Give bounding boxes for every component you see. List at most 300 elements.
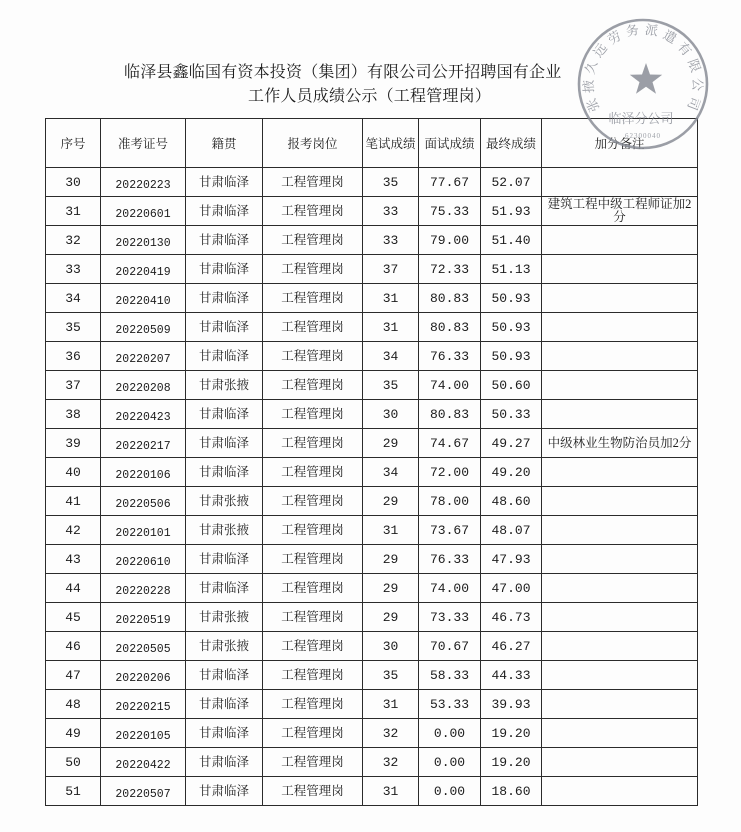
exam-id-cell-text: 20220208 <box>115 381 171 395</box>
bonus-remark-cell <box>542 371 698 400</box>
position-cell <box>263 313 363 342</box>
interview-score-cell-text: 74.00 <box>429 377 469 393</box>
written-score-cell-text: 33 <box>382 203 399 219</box>
table-header <box>46 119 698 168</box>
position-cell-text: 工程管理岗 <box>281 348 344 363</box>
exam-id-cell-text: 20220228 <box>115 584 171 598</box>
exam-id-cell <box>101 255 186 284</box>
final-score-cell <box>481 487 542 516</box>
origin-cell-text: 甘肃临泽 <box>198 696 249 711</box>
interview-score-cell <box>419 516 481 545</box>
exam-id-cell-text: 20220610 <box>115 555 171 569</box>
exam-id-cell-text: 20220223 <box>115 178 171 192</box>
exam-id-cell-text: 20220419 <box>115 265 171 279</box>
origin-cell <box>186 487 263 516</box>
position-cell <box>263 516 363 545</box>
final-score-cell-text: 46.73 <box>491 609 531 625</box>
origin-cell <box>186 661 263 690</box>
seq-cell-text: 36 <box>65 348 81 364</box>
written-score-cell-text: 29 <box>382 609 399 625</box>
interview-score-cell-text: 80.83 <box>429 319 469 335</box>
exam-id-cell-text: 20220130 <box>115 236 171 250</box>
written-score-cell-text: 29 <box>382 580 399 596</box>
exam-id-cell <box>101 342 186 371</box>
final-score-cell <box>481 255 542 284</box>
written-score-cell <box>363 458 419 487</box>
table-row <box>46 574 698 603</box>
written-score-cell-text: 35 <box>382 377 399 393</box>
origin-cell <box>186 516 263 545</box>
written-score-cell-text: 31 <box>382 290 399 306</box>
table-row <box>46 168 698 197</box>
exam-id-cell <box>101 197 186 226</box>
position-cell-text: 工程管理岗 <box>281 696 344 711</box>
exam-id-cell-text: 20220506 <box>115 497 171 511</box>
bonus-remark-cell <box>542 748 698 777</box>
position-cell <box>263 574 363 603</box>
written-score-cell <box>363 371 419 400</box>
document-title-line-2: 工作人员成绩公示（工程管理岗） <box>248 88 492 105</box>
interview-score-cell <box>419 632 481 661</box>
seq-cell-text: 40 <box>65 464 81 480</box>
exam-id-cell <box>101 603 186 632</box>
final-score-cell <box>481 342 542 371</box>
position-cell-text: 工程管理岗 <box>281 725 344 740</box>
position-cell <box>263 603 363 632</box>
position-cell <box>263 429 363 458</box>
position-cell <box>263 719 363 748</box>
interview-score-cell-text: 72.00 <box>429 464 469 480</box>
written-score-cell-text: 29 <box>382 551 399 567</box>
written-score-cell <box>363 748 419 777</box>
bonus-remark-cell <box>542 516 698 545</box>
final-score-cell <box>481 284 542 313</box>
final-score-cell-text: 52.07 <box>491 174 531 190</box>
header-seq: 序号 <box>46 119 101 168</box>
written-score-cell-text: 33 <box>382 232 399 248</box>
seq-cell-text: 44 <box>65 580 81 596</box>
exam-id-cell-text: 20220217 <box>115 439 171 453</box>
exam-id-cell <box>101 400 186 429</box>
final-score-cell-text: 47.00 <box>491 580 531 596</box>
seq-cell <box>46 255 101 284</box>
final-score-cell-text: 50.60 <box>491 377 531 393</box>
final-score-cell <box>481 719 542 748</box>
seq-cell-text: 38 <box>65 406 81 422</box>
position-cell-text: 工程管理岗 <box>281 667 344 682</box>
header-final-score: 最终成绩 <box>481 119 542 168</box>
bonus-remark-cell <box>542 342 698 371</box>
seq-cell <box>46 371 101 400</box>
interview-score-cell <box>419 458 481 487</box>
header-written-score: 笔试成绩 <box>363 119 419 168</box>
exam-id-cell-text: 20220106 <box>115 468 171 482</box>
origin-cell-text: 甘肃临泽 <box>198 232 249 247</box>
final-score-cell-text: 49.27 <box>491 435 531 451</box>
seal-arc-text <box>581 22 705 114</box>
table-row <box>46 661 698 690</box>
header-origin: 籍贯 <box>186 119 263 168</box>
final-score-cell-text: 44.33 <box>491 667 531 683</box>
seq-cell <box>46 284 101 313</box>
bonus-remark-cell <box>542 487 698 516</box>
final-score-cell-text: 18.60 <box>491 783 531 799</box>
seq-cell <box>46 458 101 487</box>
seq-cell-text: 33 <box>65 261 81 277</box>
table-row <box>46 545 698 574</box>
final-score-cell <box>481 603 542 632</box>
final-score-cell <box>481 690 542 719</box>
seq-cell-text: 46 <box>65 638 81 654</box>
interview-score-cell-text: 0.00 <box>433 725 466 741</box>
origin-cell <box>186 458 263 487</box>
written-score-cell <box>363 197 419 226</box>
table-row <box>46 690 698 719</box>
interview-score-cell-text: 53.33 <box>429 696 469 712</box>
exam-id-cell <box>101 371 186 400</box>
seq-cell <box>46 690 101 719</box>
seq-cell <box>46 777 101 806</box>
final-score-cell <box>481 632 542 661</box>
origin-cell-text: 甘肃临泽 <box>198 348 249 363</box>
seq-cell <box>46 168 101 197</box>
final-score-cell <box>481 429 542 458</box>
exam-id-cell-text: 20220509 <box>115 323 171 337</box>
origin-cell <box>186 748 263 777</box>
final-score-cell-text: 47.93 <box>491 551 531 567</box>
bonus-remark-cell-text: 建筑工程中级工程师证加2分 <box>547 197 692 224</box>
position-cell-text: 工程管理岗 <box>281 609 344 624</box>
interview-score-cell-text: 0.00 <box>433 783 466 799</box>
bonus-remark-cell-text: 中级林业生物防治员加2分 <box>547 435 692 450</box>
seq-cell-text: 45 <box>65 609 81 625</box>
origin-cell <box>186 719 263 748</box>
position-cell-text: 工程管理岗 <box>281 261 344 276</box>
written-score-cell-text: 31 <box>382 522 399 538</box>
table-row <box>46 226 698 255</box>
written-score-cell-text: 35 <box>382 667 399 683</box>
final-score-cell <box>481 748 542 777</box>
seq-cell-text: 43 <box>65 551 81 567</box>
table-row <box>46 603 698 632</box>
final-score-cell-text: 48.07 <box>491 522 531 538</box>
position-cell-text: 工程管理岗 <box>281 203 344 218</box>
exam-id-cell <box>101 632 186 661</box>
table-row <box>46 255 698 284</box>
table-row <box>46 429 698 458</box>
interview-score-cell <box>419 603 481 632</box>
origin-cell <box>186 545 263 574</box>
seq-cell <box>46 487 101 516</box>
final-score-cell <box>481 400 542 429</box>
interview-score-cell-text: 80.83 <box>429 290 469 306</box>
interview-score-cell <box>419 429 481 458</box>
written-score-cell-text: 32 <box>382 754 399 770</box>
seq-cell-text: 34 <box>65 290 81 306</box>
interview-score-cell <box>419 690 481 719</box>
exam-id-cell <box>101 719 186 748</box>
final-score-cell <box>481 574 542 603</box>
seq-cell-text: 35 <box>65 319 81 335</box>
interview-score-cell <box>419 574 481 603</box>
position-cell <box>263 458 363 487</box>
written-score-cell-text: 35 <box>382 174 399 190</box>
table-body <box>46 168 698 806</box>
written-score-cell <box>363 400 419 429</box>
table-row <box>46 748 698 777</box>
position-cell-text: 工程管理岗 <box>281 319 344 334</box>
interview-score-cell <box>419 748 481 777</box>
seq-cell <box>46 429 101 458</box>
final-score-cell-text: 50.33 <box>491 406 531 422</box>
exam-id-cell-text: 20220105 <box>115 729 171 743</box>
interview-score-cell-text: 72.33 <box>429 261 469 277</box>
written-score-cell <box>363 777 419 806</box>
exam-id-cell <box>101 487 186 516</box>
position-cell-text: 工程管理岗 <box>281 406 344 421</box>
position-cell-text: 工程管理岗 <box>281 174 344 189</box>
table-row <box>46 458 698 487</box>
final-score-cell <box>481 661 542 690</box>
position-cell <box>263 342 363 371</box>
origin-cell-text: 甘肃临泽 <box>198 667 249 682</box>
written-score-cell-text: 31 <box>382 319 399 335</box>
origin-cell-text: 甘肃临泽 <box>198 464 249 479</box>
position-cell <box>263 197 363 226</box>
position-cell <box>263 226 363 255</box>
bonus-remark-cell <box>542 168 698 197</box>
interview-score-cell-text: 79.00 <box>429 232 469 248</box>
interview-score-cell-text: 78.00 <box>429 493 469 509</box>
table-row <box>46 342 698 371</box>
written-score-cell <box>363 168 419 197</box>
origin-cell <box>186 197 263 226</box>
exam-id-cell <box>101 748 186 777</box>
exam-id-cell <box>101 516 186 545</box>
final-score-cell-text: 51.40 <box>491 232 531 248</box>
seq-cell-text: 50 <box>65 754 81 770</box>
header-bonus-remark: 加分备注 <box>542 119 698 168</box>
final-score-cell-text: 19.20 <box>491 754 531 770</box>
table-row <box>46 400 698 429</box>
exam-id-cell-text: 20220519 <box>115 613 171 627</box>
written-score-cell-text: 29 <box>382 435 399 451</box>
table-row <box>46 197 698 226</box>
position-cell <box>263 487 363 516</box>
position-cell-text: 工程管理岗 <box>281 377 344 392</box>
seq-cell <box>46 719 101 748</box>
seq-cell <box>46 197 101 226</box>
table-row <box>46 371 698 400</box>
origin-cell-text: 甘肃临泽 <box>198 261 249 276</box>
origin-cell <box>186 632 263 661</box>
position-cell <box>263 661 363 690</box>
interview-score-cell <box>419 197 481 226</box>
written-score-cell <box>363 429 419 458</box>
seq-cell-text: 39 <box>65 435 81 451</box>
seq-cell <box>46 226 101 255</box>
header-exam-id: 准考证号 <box>101 119 186 168</box>
table-row <box>46 313 698 342</box>
origin-cell-text: 甘肃临泽 <box>198 754 249 769</box>
interview-score-cell <box>419 719 481 748</box>
bonus-remark-cell <box>542 255 698 284</box>
seq-cell-text: 41 <box>65 493 81 509</box>
bonus-remark-cell <box>542 632 698 661</box>
final-score-cell-text: 51.13 <box>491 261 531 277</box>
interview-score-cell <box>419 371 481 400</box>
position-cell-text: 工程管理岗 <box>281 232 344 247</box>
origin-cell-text: 甘肃张掖 <box>198 638 249 653</box>
origin-cell <box>186 690 263 719</box>
seal-branch-text: 临泽分公司 <box>608 111 674 126</box>
seq-cell-text: 31 <box>65 203 81 219</box>
interview-score-cell-text: 70.67 <box>429 638 469 654</box>
origin-cell-text: 甘肃张掖 <box>198 522 249 537</box>
interview-score-cell-text: 76.33 <box>429 551 469 567</box>
position-cell-text: 工程管理岗 <box>281 290 344 305</box>
final-score-cell <box>481 777 542 806</box>
origin-cell <box>186 603 263 632</box>
interview-score-cell-text: 73.33 <box>429 609 469 625</box>
position-cell-text: 工程管理岗 <box>281 580 344 595</box>
written-score-cell-text: 31 <box>382 696 399 712</box>
written-score-cell <box>363 574 419 603</box>
bonus-remark-cell <box>542 719 698 748</box>
position-cell <box>263 255 363 284</box>
interview-score-cell <box>419 226 481 255</box>
header-position: 报考岗位 <box>263 119 363 168</box>
written-score-cell <box>363 516 419 545</box>
seq-cell <box>46 313 101 342</box>
written-score-cell <box>363 632 419 661</box>
written-score-cell <box>363 255 419 284</box>
score-table <box>45 118 698 806</box>
bonus-remark-cell <box>542 661 698 690</box>
interview-score-cell-text: 74.67 <box>429 435 469 451</box>
final-score-cell <box>481 226 542 255</box>
exam-id-cell <box>101 168 186 197</box>
seq-cell-text: 48 <box>65 696 81 712</box>
table-row <box>46 719 698 748</box>
seq-cell <box>46 661 101 690</box>
origin-cell-text: 甘肃临泽 <box>198 203 249 218</box>
star-icon <box>630 63 662 94</box>
interview-score-cell <box>419 487 481 516</box>
seq-cell <box>46 748 101 777</box>
exam-id-cell <box>101 226 186 255</box>
bonus-remark-cell <box>542 458 698 487</box>
origin-cell-text: 甘肃临泽 <box>198 580 249 595</box>
seal-arc-textpath: 张掖久远劳务派遣有限公司 <box>580 21 706 115</box>
origin-cell-text: 甘肃临泽 <box>198 290 249 305</box>
final-score-cell-text: 50.93 <box>491 348 531 364</box>
position-cell <box>263 400 363 429</box>
seq-cell <box>46 545 101 574</box>
bonus-remark-cell <box>542 429 698 458</box>
interview-score-cell-text: 77.67 <box>429 174 469 190</box>
origin-cell-text: 甘肃临泽 <box>198 725 249 740</box>
written-score-cell-text: 30 <box>382 638 399 654</box>
exam-id-cell <box>101 661 186 690</box>
position-cell <box>263 632 363 661</box>
interview-score-cell <box>419 284 481 313</box>
exam-id-cell-text: 20220507 <box>115 787 171 801</box>
written-score-cell <box>363 603 419 632</box>
exam-id-cell <box>101 690 186 719</box>
written-score-cell-text: 34 <box>382 348 399 364</box>
origin-cell <box>186 429 263 458</box>
bonus-remark-cell <box>542 226 698 255</box>
interview-score-cell <box>419 777 481 806</box>
interview-score-cell-text: 58.33 <box>429 667 469 683</box>
interview-score-cell <box>419 661 481 690</box>
interview-score-cell-text: 0.00 <box>433 754 466 770</box>
interview-score-cell <box>419 342 481 371</box>
written-score-cell <box>363 284 419 313</box>
written-score-cell-text: 32 <box>382 725 399 741</box>
bonus-remark-cell <box>542 313 698 342</box>
final-score-cell <box>481 545 542 574</box>
origin-cell <box>186 400 263 429</box>
position-cell-text: 工程管理岗 <box>281 754 344 769</box>
exam-id-cell-text: 20220215 <box>115 700 171 714</box>
seq-cell-text: 37 <box>65 377 81 393</box>
seal-code-text: 62300040 <box>625 132 661 140</box>
position-cell-text: 工程管理岗 <box>281 783 344 798</box>
seq-cell <box>46 632 101 661</box>
exam-id-cell-text: 20220101 <box>115 526 171 540</box>
exam-id-cell <box>101 458 186 487</box>
seq-cell <box>46 516 101 545</box>
header-interview-score: 面试成绩 <box>419 119 481 168</box>
seq-cell <box>46 400 101 429</box>
interview-score-cell-text: 75.33 <box>429 203 469 219</box>
written-score-cell-text: 37 <box>382 261 399 277</box>
exam-id-cell-text: 20220206 <box>115 671 171 685</box>
origin-cell-text: 甘肃张掖 <box>198 493 249 508</box>
interview-score-cell-text: 76.33 <box>429 348 469 364</box>
table-row <box>46 777 698 806</box>
interview-score-cell <box>419 400 481 429</box>
written-score-cell-text: 34 <box>382 464 399 480</box>
position-cell <box>263 371 363 400</box>
written-score-cell-text: 29 <box>382 493 399 509</box>
exam-id-cell <box>101 429 186 458</box>
final-score-cell-text: 19.20 <box>491 725 531 741</box>
origin-cell <box>186 168 263 197</box>
bonus-remark-cell <box>542 690 698 719</box>
position-cell-text: 工程管理岗 <box>281 638 344 653</box>
position-cell-text: 工程管理岗 <box>281 551 344 566</box>
final-score-cell <box>481 458 542 487</box>
origin-cell <box>186 255 263 284</box>
written-score-cell-text: 30 <box>382 406 399 422</box>
origin-cell <box>186 371 263 400</box>
origin-cell-text: 甘肃临泽 <box>198 406 249 421</box>
exam-id-cell-text: 20220410 <box>115 294 171 308</box>
table-row <box>46 284 698 313</box>
written-score-cell <box>363 719 419 748</box>
final-score-cell <box>481 197 542 226</box>
bonus-remark-cell <box>542 574 698 603</box>
bonus-remark-cell <box>542 777 698 806</box>
written-score-cell <box>363 226 419 255</box>
exam-id-cell-text: 20220505 <box>115 642 171 656</box>
header-row <box>46 119 698 168</box>
written-score-cell <box>363 342 419 371</box>
position-cell <box>263 690 363 719</box>
